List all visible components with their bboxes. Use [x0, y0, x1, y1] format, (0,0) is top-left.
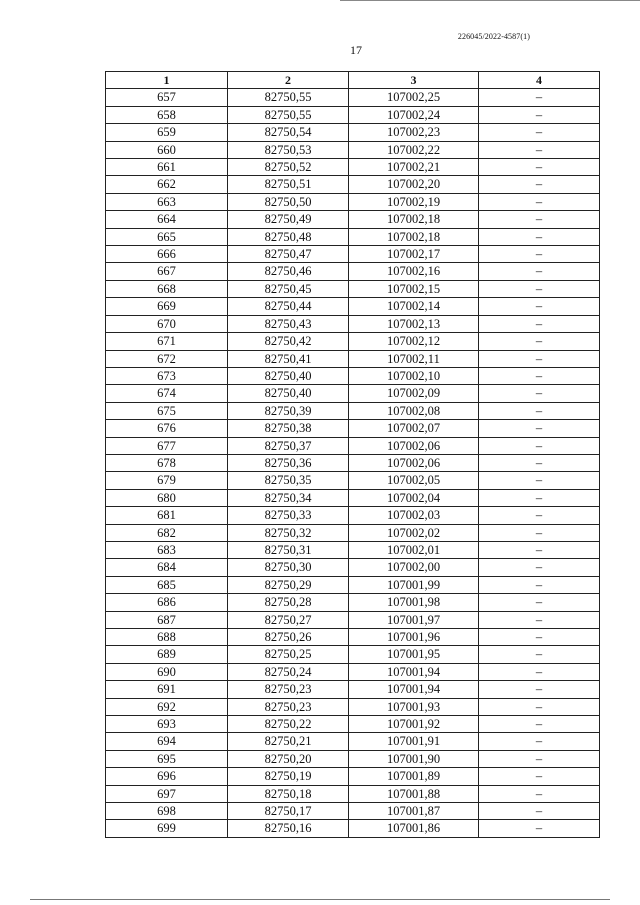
table-cell: 667 — [106, 263, 228, 280]
table-cell: – — [479, 176, 600, 193]
table-cell: 82750,54 — [228, 124, 349, 141]
table-row — [106, 594, 600, 611]
table-header-row — [106, 72, 600, 89]
table-row — [106, 141, 600, 158]
table-cell: 82750,44 — [228, 298, 349, 315]
table-cell: 107001,87 — [349, 803, 479, 820]
table-row — [106, 402, 600, 419]
table-row — [106, 176, 600, 193]
table-cell: 82750,25 — [228, 646, 349, 663]
table-row — [106, 89, 600, 106]
table-cell: 694 — [106, 733, 228, 750]
table-cell: 663 — [106, 193, 228, 210]
table-cell: 107002,08 — [349, 402, 479, 419]
table-cell: – — [479, 716, 600, 733]
table-cell: 107002,06 — [349, 454, 479, 471]
table-cell: 107002,03 — [349, 507, 479, 524]
table-row — [106, 280, 600, 297]
table-cell: 689 — [106, 646, 228, 663]
table-cell: 107002,01 — [349, 541, 479, 558]
table-cell: 107002,13 — [349, 315, 479, 332]
table-cell: – — [479, 559, 600, 576]
table-row — [106, 263, 600, 280]
table-cell: 107002,19 — [349, 193, 479, 210]
table-cell: – — [479, 246, 600, 263]
column-header: 4 — [479, 72, 600, 89]
table-cell: 107001,89 — [349, 768, 479, 785]
table-cell: – — [479, 681, 600, 698]
table-cell: 82750,29 — [228, 576, 349, 593]
table-cell: – — [479, 646, 600, 663]
table-cell: – — [479, 89, 600, 106]
table-cell: 670 — [106, 315, 228, 332]
table-cell: 82750,47 — [228, 246, 349, 263]
table-cell: 693 — [106, 716, 228, 733]
table-cell: – — [479, 698, 600, 715]
column-header: 3 — [349, 72, 479, 89]
table-cell: – — [479, 420, 600, 437]
table-cell: 666 — [106, 246, 228, 263]
table-cell: 672 — [106, 350, 228, 367]
table-cell: 107002,18 — [349, 211, 479, 228]
table-row — [106, 629, 600, 646]
table-cell: 82750,20 — [228, 750, 349, 767]
table-row — [106, 559, 600, 576]
table-cell: 82750,31 — [228, 541, 349, 558]
table-cell: 107002,11 — [349, 350, 479, 367]
table-row — [106, 646, 600, 663]
table-cell: – — [479, 454, 600, 471]
table-cell: 674 — [106, 385, 228, 402]
table-cell: 82750,40 — [228, 367, 349, 384]
table-cell: 107002,06 — [349, 437, 479, 454]
table-cell: 82750,52 — [228, 159, 349, 176]
table-cell: 698 — [106, 803, 228, 820]
top-divider — [340, 0, 640, 1]
table-cell: 107002,07 — [349, 420, 479, 437]
table-cell: 677 — [106, 437, 228, 454]
table-cell: 688 — [106, 629, 228, 646]
table-row — [106, 489, 600, 506]
table-cell: 107001,91 — [349, 733, 479, 750]
table-row — [106, 367, 600, 384]
table-row — [106, 663, 600, 680]
table-row — [106, 698, 600, 715]
table-cell: – — [479, 594, 600, 611]
table-cell: 82750,35 — [228, 472, 349, 489]
table-cell: 659 — [106, 124, 228, 141]
table-cell: 673 — [106, 367, 228, 384]
table-row — [106, 333, 600, 350]
table-cell: 82750,45 — [228, 280, 349, 297]
table-cell: – — [479, 541, 600, 558]
table-cell: – — [479, 315, 600, 332]
table-cell: 660 — [106, 141, 228, 158]
table-cell: 107001,90 — [349, 750, 479, 767]
table-cell: 682 — [106, 524, 228, 541]
table-cell: 82750,27 — [228, 611, 349, 628]
table-cell: – — [479, 663, 600, 680]
table-cell: – — [479, 629, 600, 646]
table-cell: – — [479, 263, 600, 280]
bottom-divider — [30, 899, 610, 900]
table-cell: 107002,14 — [349, 298, 479, 315]
table-cell: 675 — [106, 402, 228, 419]
table-cell: 665 — [106, 228, 228, 245]
table-cell: – — [479, 350, 600, 367]
table-cell: – — [479, 820, 600, 837]
table-cell: 107002,05 — [349, 472, 479, 489]
coordinates-table — [105, 71, 600, 838]
table-cell: – — [479, 211, 600, 228]
table-row — [106, 681, 600, 698]
table-cell: – — [479, 193, 600, 210]
table-cell: 657 — [106, 89, 228, 106]
table-cell: 107001,94 — [349, 681, 479, 698]
table-cell: – — [479, 524, 600, 541]
table-cell: – — [479, 472, 600, 489]
table-cell: – — [479, 106, 600, 123]
table-row — [106, 211, 600, 228]
table-cell: – — [479, 385, 600, 402]
table-cell: 107002,21 — [349, 159, 479, 176]
table-cell: 107001,98 — [349, 594, 479, 611]
table-cell: 107001,88 — [349, 785, 479, 802]
table-row — [106, 785, 600, 802]
document-number: 226045/2022-4587(1) — [457, 32, 530, 41]
table-cell: 82750,36 — [228, 454, 349, 471]
table-cell: 82750,23 — [228, 698, 349, 715]
table-cell: 82750,38 — [228, 420, 349, 437]
table-cell: 107002,10 — [349, 367, 479, 384]
table-cell: – — [479, 507, 600, 524]
table-cell: 82750,17 — [228, 803, 349, 820]
table-cell: 686 — [106, 594, 228, 611]
table-cell: 671 — [106, 333, 228, 350]
table-row — [106, 315, 600, 332]
table-cell: 107002,15 — [349, 280, 479, 297]
table-cell: 82750,50 — [228, 193, 349, 210]
table-row — [106, 385, 600, 402]
table-cell: 82750,21 — [228, 733, 349, 750]
table-cell: 662 — [106, 176, 228, 193]
table-row — [106, 437, 600, 454]
table-cell: 661 — [106, 159, 228, 176]
table-cell: 82750,23 — [228, 681, 349, 698]
table-row — [106, 768, 600, 785]
table-cell: 680 — [106, 489, 228, 506]
table-cell: 82750,26 — [228, 629, 349, 646]
table-cell: 82750,53 — [228, 141, 349, 158]
table-cell: – — [479, 768, 600, 785]
table-cell: – — [479, 733, 600, 750]
table-row — [106, 803, 600, 820]
table-cell: 107002,00 — [349, 559, 479, 576]
table-cell: 82750,43 — [228, 315, 349, 332]
table-cell: 107002,23 — [349, 124, 479, 141]
table-cell: 82750,55 — [228, 89, 349, 106]
table-cell: 82750,33 — [228, 507, 349, 524]
table-cell: 82750,39 — [228, 402, 349, 419]
table-cell: 107002,02 — [349, 524, 479, 541]
table-cell: 82750,51 — [228, 176, 349, 193]
table-row — [106, 733, 600, 750]
table-cell: 107002,09 — [349, 385, 479, 402]
table-row — [106, 750, 600, 767]
table-row — [106, 106, 600, 123]
table-cell: – — [479, 402, 600, 419]
table-cell: 107002,24 — [349, 106, 479, 123]
table-cell: 664 — [106, 211, 228, 228]
table-cell: – — [479, 124, 600, 141]
table-row — [106, 454, 600, 471]
table-cell: 82750,37 — [228, 437, 349, 454]
table-row — [106, 716, 600, 733]
table-cell: 685 — [106, 576, 228, 593]
table-cell: 692 — [106, 698, 228, 715]
table-cell: 678 — [106, 454, 228, 471]
table-cell: 82750,49 — [228, 211, 349, 228]
table-cell: 668 — [106, 280, 228, 297]
table-cell: 107001,92 — [349, 716, 479, 733]
table-cell: 107002,22 — [349, 141, 479, 158]
table-row — [106, 159, 600, 176]
table-cell: 690 — [106, 663, 228, 680]
table-cell: 676 — [106, 420, 228, 437]
table-row — [106, 507, 600, 524]
table-row — [106, 820, 600, 837]
table-body — [106, 89, 600, 837]
table-cell: 107002,25 — [349, 89, 479, 106]
table-cell: 107001,95 — [349, 646, 479, 663]
table-cell: 82750,34 — [228, 489, 349, 506]
table-cell: – — [479, 437, 600, 454]
table-cell: 658 — [106, 106, 228, 123]
table-cell: 695 — [106, 750, 228, 767]
table-cell: 107001,96 — [349, 629, 479, 646]
table-cell: 82750,22 — [228, 716, 349, 733]
table-row — [106, 124, 600, 141]
table-cell: 82750,18 — [228, 785, 349, 802]
table-cell: 82750,24 — [228, 663, 349, 680]
table-cell: 683 — [106, 541, 228, 558]
table-cell: – — [479, 333, 600, 350]
page-number: 17 — [350, 43, 362, 57]
table-cell: – — [479, 298, 600, 315]
table-cell: – — [479, 159, 600, 176]
table-cell: 684 — [106, 559, 228, 576]
table-row — [106, 298, 600, 315]
table-row — [106, 228, 600, 245]
table-cell: 82750,32 — [228, 524, 349, 541]
table-cell: – — [479, 228, 600, 245]
table-cell: 107002,04 — [349, 489, 479, 506]
table-cell: 107001,93 — [349, 698, 479, 715]
table-row — [106, 524, 600, 541]
table-cell: 691 — [106, 681, 228, 698]
table-cell: 107001,86 — [349, 820, 479, 837]
table-cell: 696 — [106, 768, 228, 785]
table-cell: – — [479, 611, 600, 628]
table-cell: 697 — [106, 785, 228, 802]
table-row — [106, 350, 600, 367]
table-row — [106, 193, 600, 210]
table-cell: 107001,94 — [349, 663, 479, 680]
table-cell: 107002,12 — [349, 333, 479, 350]
table-cell: 82750,40 — [228, 385, 349, 402]
column-header: 2 — [228, 72, 349, 89]
table-cell: – — [479, 141, 600, 158]
column-header: 1 — [106, 72, 228, 89]
table-cell: 82750,19 — [228, 768, 349, 785]
table-cell: 681 — [106, 507, 228, 524]
table-row — [106, 611, 600, 628]
table-row — [106, 420, 600, 437]
table-cell: 82750,46 — [228, 263, 349, 280]
table-cell: 107002,17 — [349, 246, 479, 263]
table-cell: 82750,16 — [228, 820, 349, 837]
table-row — [106, 576, 600, 593]
table-cell: 107001,99 — [349, 576, 479, 593]
table-cell: 82750,55 — [228, 106, 349, 123]
table-cell: 107002,20 — [349, 176, 479, 193]
table-cell: 679 — [106, 472, 228, 489]
table-cell: 82750,28 — [228, 594, 349, 611]
table-row — [106, 541, 600, 558]
table-cell: – — [479, 576, 600, 593]
table-cell: 82750,41 — [228, 350, 349, 367]
table-cell: 107002,18 — [349, 228, 479, 245]
table-cell: 699 — [106, 820, 228, 837]
table-cell: 82750,42 — [228, 333, 349, 350]
table-cell: 107001,97 — [349, 611, 479, 628]
table-row — [106, 472, 600, 489]
table-cell: 687 — [106, 611, 228, 628]
table-row — [106, 246, 600, 263]
table-cell: 82750,48 — [228, 228, 349, 245]
table-cell: 82750,30 — [228, 559, 349, 576]
table-cell: 669 — [106, 298, 228, 315]
table-cell: – — [479, 803, 600, 820]
table-cell: – — [479, 367, 600, 384]
table-cell: – — [479, 750, 600, 767]
table-cell: – — [479, 280, 600, 297]
table-cell: – — [479, 785, 600, 802]
table-cell: 107002,16 — [349, 263, 479, 280]
table-cell: – — [479, 489, 600, 506]
